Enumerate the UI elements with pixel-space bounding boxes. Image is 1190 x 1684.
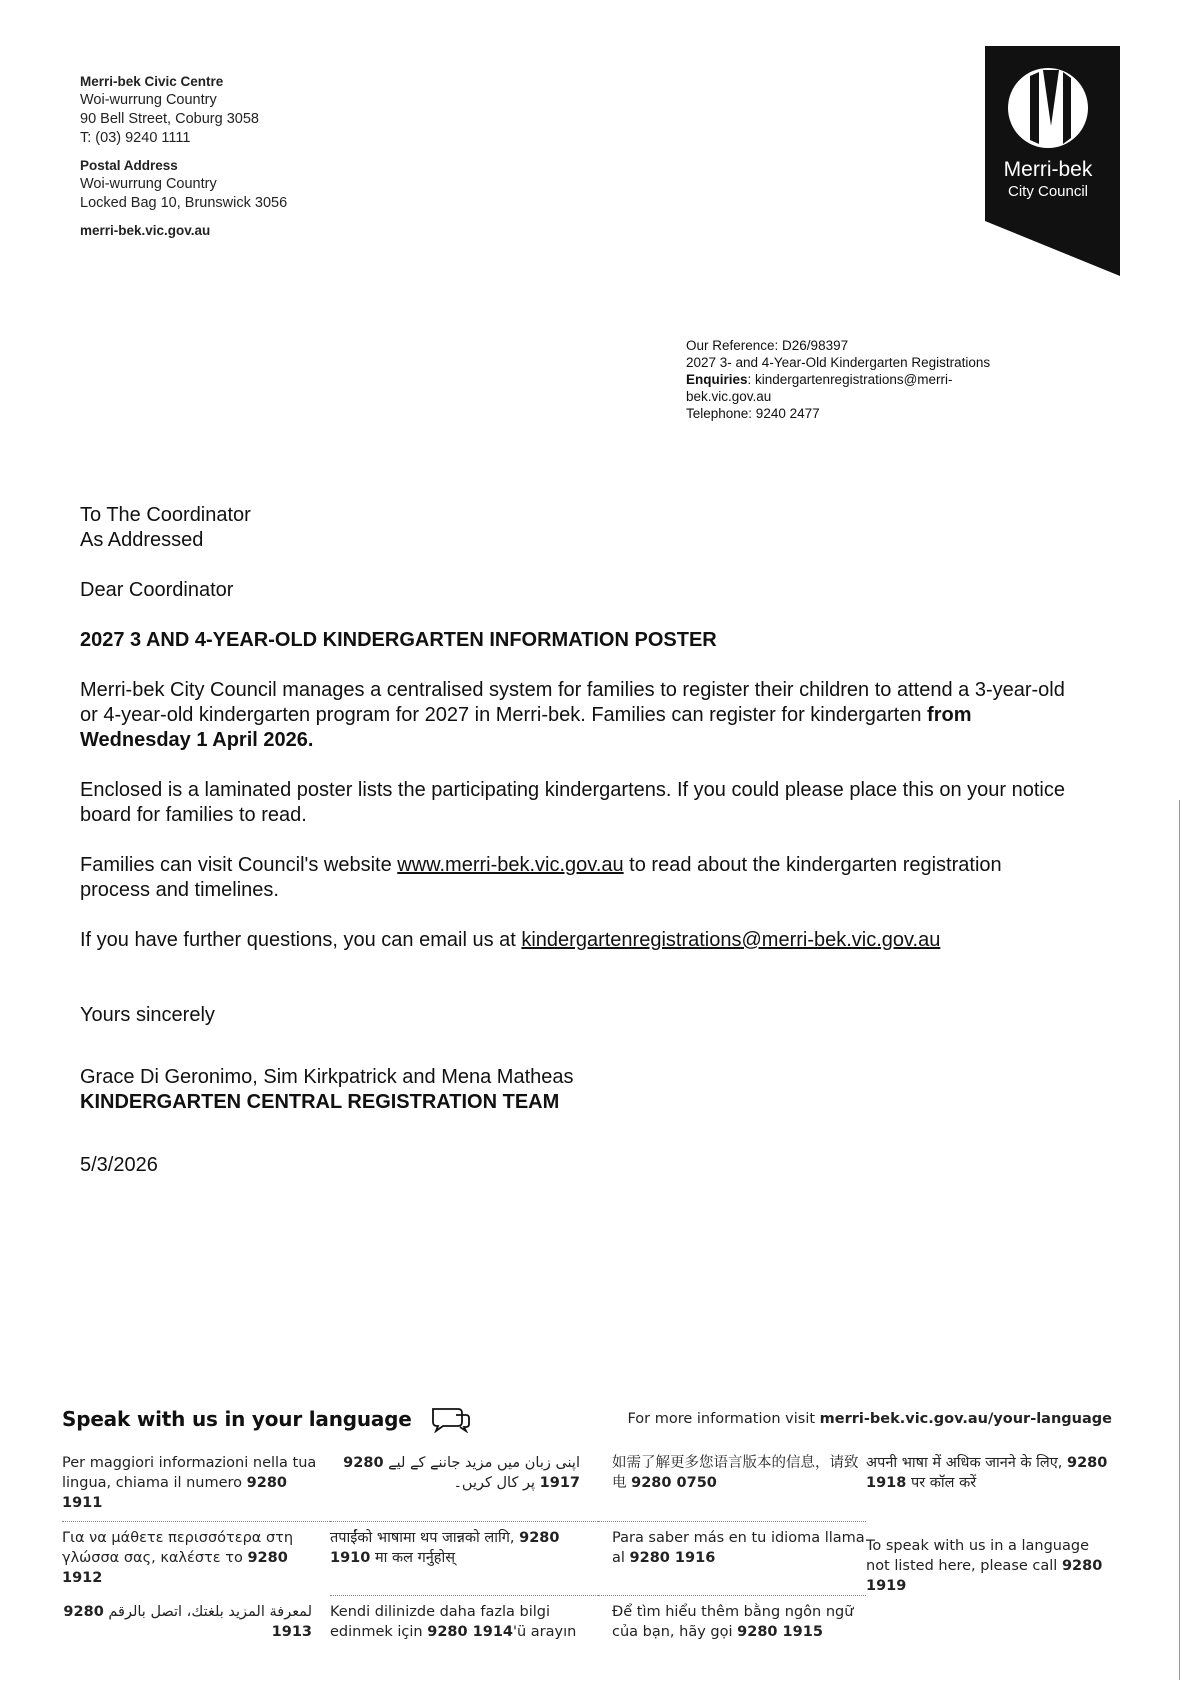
hindi-number: 9280 1918 — [866, 1455, 1108, 1491]
language-page-link[interactable]: merri-bek.vic.gov.au/your-language — [819, 1411, 1112, 1427]
chinese-number: 9280 0750 — [631, 1475, 717, 1491]
language-hindi — [866, 1447, 1112, 1522]
urdu-number: 9280 1917 — [343, 1455, 580, 1491]
paragraph-1 — [80, 678, 1070, 753]
language-italian — [62, 1447, 330, 1522]
arabic-number: 9280 1913 — [63, 1604, 312, 1640]
logo-name: Merri-bek — [1003, 158, 1093, 181]
language-spanish — [598, 1522, 866, 1596]
urdu-text: اپنی زبان میں مزید جاننے کے لیے — [383, 1455, 580, 1471]
more-info — [627, 1411, 1112, 1427]
paragraph-2: Enclosed is a laminated poster lists the participating kindergartens. If you could please place this on your notice board for families to read. — [80, 779, 1065, 826]
paragraph-4-text: If you have further questions, you can email us at — [80, 929, 522, 951]
salutation: Dear Coordinator — [80, 579, 234, 601]
letterhead-address — [80, 72, 287, 240]
council-website-link[interactable]: www.merri-bek.vic.gov.au — [397, 854, 624, 876]
civic-country: Woi-wurrung Country — [80, 92, 217, 108]
paragraph-4 — [80, 928, 1070, 953]
paragraph-1-text: Merri-bek City Council manages a centralised system for families to register their children to attend a 3-year-old or 4-year-old kindergarten program for 2027 in Merri-bek. Families can register for kindergarten — [80, 679, 1065, 726]
enquiries-label: Enquiries — [686, 372, 748, 387]
italian-text: Per maggiori informazioni nella tua lingua, chiama il numero — [62, 1455, 317, 1491]
language-footer-title: Speak with us in your language — [62, 1407, 412, 1431]
email-link[interactable]: kindergartenregistrations@merri-bek.vic.gov.au — [521, 929, 941, 951]
spanish-number: 9280 1916 — [629, 1550, 716, 1566]
turkish-number: 9280 1914 — [427, 1624, 513, 1640]
turkish-text: Kendi dilinizde daha fazla bilgi edinmek için — [330, 1604, 550, 1640]
letter-date: 5/3/2026 — [80, 1154, 158, 1176]
turkish-suffix: 'ü arayın — [513, 1624, 577, 1640]
nepali-number: 9280 1910 — [330, 1530, 560, 1566]
enquiries-value-cont: bek.vic.gov.au — [686, 389, 772, 404]
more-info-prefix: For more information visit — [627, 1411, 820, 1427]
greek-number: 9280 1912 — [62, 1550, 288, 1586]
language-other — [866, 1522, 1112, 1650]
language-turkish — [330, 1596, 598, 1650]
urdu-suffix: پر کال کریں۔ — [453, 1475, 540, 1491]
civic-centre-title: Merri-bek Civic Centre — [80, 74, 224, 89]
arabic-text: لمعرفة المزيد بلغتك، اتصل بالرقم — [103, 1604, 312, 1620]
scan-edge-line — [1179, 800, 1180, 1680]
speech-bubble-icon — [430, 1405, 472, 1433]
website: merri-bek.vic.gov.au — [80, 223, 211, 238]
logo-sub: City Council — [1007, 183, 1089, 200]
postal-street: Locked Bag 10, Brunswick 3056 — [80, 195, 288, 211]
nepali-text: तपाईंको भाषामा थप जान्नको लागि, — [330, 1530, 520, 1546]
hindi-suffix: पर कॉल करें — [906, 1475, 977, 1491]
chinese-text: 如需了解更多您语言版本的信息，请致电 — [612, 1455, 859, 1491]
hindi-text: अपनी भाषा में अधिक जानने के लिए, — [866, 1455, 1067, 1471]
reference-subject: 2027 3- and 4-Year-Old Kindergarten Registrations — [686, 355, 991, 370]
vietnamese-text: Để tìm hiểu thêm bằng ngôn ngữ của bạn, hãy gọi — [612, 1604, 854, 1640]
addressee-line1: To The Coordinator — [80, 504, 251, 526]
closing: Yours sincerely — [80, 1004, 215, 1026]
language-vietnamese — [598, 1596, 866, 1650]
nepali-suffix: मा कल गर्नुहोस् — [370, 1550, 456, 1566]
language-nepali — [330, 1522, 598, 1596]
language-greek — [62, 1522, 330, 1596]
our-reference: Our Reference: D26/98397 — [686, 338, 849, 353]
paragraph-3-text-a: Families can visit Council's website — [80, 854, 398, 876]
language-arabic — [62, 1596, 330, 1650]
addressee-line2: As Addressed — [80, 529, 204, 551]
language-urdu — [330, 1447, 598, 1522]
paragraph-3 — [80, 853, 1070, 903]
registration-date: from Wednesday 1 April 2026. — [80, 704, 972, 751]
spanish-text: Para saber más en tu idioma llama al — [612, 1530, 865, 1566]
enquiries-value: : kindergartenregistrations@merri- — [747, 372, 953, 387]
language-grid — [62, 1447, 1112, 1650]
merri-bek-logo — [985, 46, 1120, 276]
language-chinese — [598, 1447, 866, 1522]
postal-title: Postal Address — [80, 158, 178, 173]
civic-phone: T: (03) 9240 1111 — [80, 130, 191, 146]
other-text: To speak with us in a language not listed here, please call — [866, 1538, 1090, 1574]
reference-block — [686, 337, 990, 422]
letter-body — [80, 503, 1070, 1178]
paragraph-3-text-b: to read about the kindergarten registration process and timelines. — [80, 854, 1002, 901]
vietnamese-number: 9280 1915 — [737, 1624, 823, 1640]
telephone: Telephone: 9240 2477 — [686, 406, 820, 421]
language-footer — [62, 1405, 1112, 1650]
language-footer-title-row — [62, 1405, 472, 1433]
civic-street: 90 Bell Street, Coburg 3058 — [80, 111, 259, 127]
other-number: 9280 1919 — [866, 1558, 1103, 1594]
postal-country: Woi-wurrung Country — [80, 176, 217, 192]
team-name: KINDERGARTEN CENTRAL REGISTRATION TEAM — [80, 1091, 560, 1113]
signatories: Grace Di Geronimo, Sim Kirkpatrick and Mena Matheas — [80, 1066, 574, 1088]
greek-text: Για να μάθετε περισσότερα στη γλώσσα σας, καλέστε το — [62, 1530, 294, 1566]
italian-number: 9280 1911 — [62, 1475, 288, 1511]
letter-heading: 2027 3 AND 4-YEAR-OLD KINDERGARTEN INFORMATION POSTER — [80, 629, 717, 651]
